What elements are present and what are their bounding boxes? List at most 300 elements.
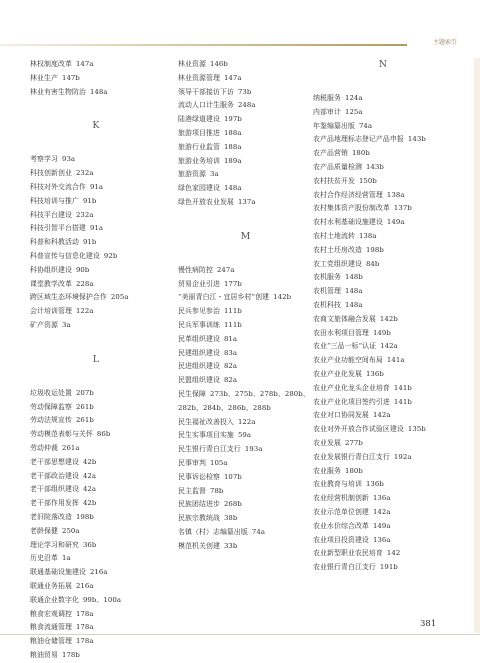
- page-reference: 177b: [223, 279, 242, 288]
- index-term: 农机科技: [313, 300, 341, 309]
- page-reference: 149b: [372, 328, 391, 337]
- index-term: 农业产业化龙头企业培育: [313, 383, 390, 392]
- index-entry: [178, 333, 313, 347]
- index-term: 老干部组织建设: [30, 485, 79, 494]
- running-header: 主题索引: [432, 39, 457, 46]
- index-term: 科技平台建设: [30, 210, 72, 219]
- index-entry: [30, 594, 162, 608]
- page-reference: 247a: [216, 265, 235, 274]
- index-entry: [313, 547, 453, 561]
- index-term: 农业项目投资建设: [313, 535, 369, 544]
- index-term: 农村合作经济经营管理: [313, 190, 383, 199]
- index-entry: [30, 539, 162, 553]
- index-entry: [30, 319, 162, 333]
- page-reference: 59a: [237, 431, 252, 440]
- page-reference: 189a: [223, 156, 242, 165]
- page-reference: 180b: [344, 466, 363, 475]
- index-term: 旅游行业监管: [178, 142, 220, 151]
- page-reference: 136a: [372, 494, 391, 503]
- page-reference: 99b、100a: [82, 595, 122, 604]
- index-term: 科普宣传与信息化建设: [30, 251, 100, 260]
- index-column-1: [30, 58, 162, 663]
- section-letter: N: [378, 59, 388, 70]
- page-reference: 197b: [223, 115, 242, 124]
- index-entry: [178, 196, 313, 210]
- index-term: 农村土地流转: [313, 231, 355, 240]
- index-term: 农村土坯房改造: [313, 245, 362, 254]
- index-entry: [313, 409, 453, 423]
- index-entry: [178, 58, 313, 72]
- index-term: 民生保障: [178, 389, 206, 398]
- page-reference: 142: [386, 549, 401, 558]
- page-reference: 124a: [344, 94, 363, 102]
- index-entry: [30, 278, 162, 292]
- index-entry: [313, 478, 453, 492]
- index-entry: [313, 396, 453, 410]
- page-reference: 150b: [358, 176, 377, 185]
- index-entry: [30, 72, 162, 86]
- index-term: 联通业务拓展: [30, 581, 72, 590]
- page-reference: 188a: [223, 128, 242, 137]
- index-term: 农业发展银行青白江支行: [313, 452, 390, 461]
- index-entry: [30, 222, 162, 236]
- index-entry: [30, 497, 162, 511]
- index-term: 农业水价综合改革: [313, 521, 369, 530]
- page-reference: 178a: [75, 623, 94, 632]
- page-reference: 149a: [386, 218, 405, 227]
- index-term: 民革组织建设: [178, 334, 220, 343]
- page-reference: 135b: [407, 425, 426, 434]
- index-entry: [30, 236, 162, 250]
- index-entry: [30, 264, 162, 278]
- index-entry: [313, 161, 453, 175]
- index-entry: [313, 506, 453, 520]
- page-reference: 91b: [82, 238, 97, 247]
- page-reference: 86b: [96, 430, 111, 439]
- index-column-2: [178, 58, 313, 554]
- index-term: 联通基础设施建设: [30, 568, 86, 577]
- index-entry: [178, 416, 313, 430]
- page-reference: 192a: [393, 452, 412, 461]
- page-reference: 91b: [82, 196, 97, 205]
- index-term: 农田水利项目管理: [313, 328, 369, 337]
- page-reference: 146b: [209, 60, 228, 68]
- index-term: 粮油仓储管理: [30, 637, 72, 646]
- page-reference: 33b: [223, 541, 238, 550]
- index-entry: [313, 106, 453, 120]
- page-reference: 83a: [223, 348, 238, 357]
- index-entry: [178, 182, 313, 196]
- index-entry: [313, 258, 453, 272]
- page-reference: 84b: [365, 259, 380, 268]
- index-term: 农商文旅体融合发展: [313, 314, 376, 323]
- index-term: 老干部思想建设: [30, 457, 79, 466]
- index-entry: [30, 181, 162, 195]
- index-entry: [30, 209, 162, 223]
- page-reference: 122a: [75, 307, 94, 316]
- page-reference: 191b: [379, 563, 398, 572]
- index-entry: [178, 374, 313, 388]
- page-reference: 3a: [61, 320, 71, 329]
- page-reference: 92b: [103, 251, 118, 260]
- page-reference: 136b: [365, 369, 384, 378]
- index-column-3: [313, 58, 453, 575]
- page-reference: 42a: [82, 485, 97, 494]
- index-term: 粮油贸易: [30, 650, 58, 659]
- page-reference: 122a: [237, 417, 256, 426]
- index-entry: [178, 498, 313, 512]
- index-entry: [30, 414, 162, 428]
- index-entry: [313, 340, 453, 354]
- index-entry: [178, 512, 313, 526]
- index-term: 矿产资源: [30, 320, 58, 329]
- index-term: 农业新型职业农民培育: [313, 549, 383, 558]
- index-term: 农机服务: [313, 273, 341, 282]
- page-reference: 250a: [61, 526, 80, 535]
- page-reference: 3a: [209, 170, 219, 179]
- index-entry: [313, 354, 453, 368]
- index-term: 科技培训与推广: [30, 196, 79, 205]
- index-entry: [178, 99, 313, 113]
- page-reference: 178a: [75, 637, 94, 646]
- index-entry: [178, 168, 313, 182]
- index-term: 理论学习和研究: [30, 540, 79, 549]
- index-term: 民主监督: [178, 486, 206, 495]
- section-letter: K: [92, 120, 100, 132]
- index-term: 农产品营销: [313, 149, 348, 158]
- index-entry: [313, 492, 453, 506]
- page-reference: 143b: [407, 135, 426, 144]
- page-reference: 1a: [61, 554, 71, 563]
- page-reference: 78b: [209, 486, 224, 495]
- index-term: 农业产业化发展: [313, 369, 362, 378]
- index-entry: [313, 451, 453, 465]
- index-term: 课堂教学改革: [30, 279, 72, 288]
- page-reference: 74a: [358, 121, 373, 130]
- index-entry: [313, 465, 453, 479]
- index-entry: [30, 195, 162, 209]
- index-entry: [313, 202, 453, 216]
- index-term: 民生实事项目实施: [178, 431, 234, 440]
- index-term: 民族宗教统战: [178, 514, 220, 523]
- page-reference: 261b: [75, 402, 94, 411]
- index-term: 民生银行青白江支行: [178, 445, 241, 454]
- page-reference: 81a: [223, 334, 238, 343]
- page-reference: 74a: [251, 527, 266, 536]
- page-reference: 148a: [344, 300, 363, 309]
- index-term: 农业产业功能空间布局: [313, 356, 383, 365]
- page-reference: 143b: [365, 162, 384, 171]
- index-entry: [178, 155, 313, 169]
- index-entry: [313, 382, 453, 396]
- index-term: 农产品质量检测: [313, 162, 362, 171]
- index-term: 联通企业数字化: [30, 595, 79, 604]
- index-term: 科技对外交流合作: [30, 182, 86, 191]
- index-term: 考察学习: [30, 155, 58, 164]
- page-reference: 142b: [379, 314, 398, 323]
- index-entry: [313, 313, 453, 327]
- index-term: 农业服务: [313, 466, 341, 475]
- index-entry: [30, 442, 162, 456]
- index-entry: [313, 92, 453, 106]
- page-reference: 142a: [372, 411, 391, 420]
- page-reference: 142a: [372, 507, 391, 516]
- index-term: 农工党组织建设: [313, 259, 362, 268]
- index-entry: [178, 264, 313, 278]
- page-reference: 138a: [358, 231, 377, 240]
- page-reference: 261a: [61, 443, 80, 452]
- index-entry: [178, 291, 313, 305]
- index-term: 名镇（村）志编纂出版: [178, 527, 248, 536]
- index-term: 纳税服务: [313, 94, 341, 102]
- index-term: 领导干部接访下访: [178, 87, 234, 96]
- index-term: 农业发展: [313, 438, 341, 447]
- page-reference: 93a: [61, 155, 76, 164]
- page-reference: 111b: [223, 307, 242, 316]
- page-reference: 125a: [344, 107, 363, 116]
- index-entry: [30, 387, 162, 401]
- index-term: 内部审计: [313, 107, 341, 116]
- index-entry: [30, 153, 162, 167]
- index-entry: [313, 244, 453, 258]
- index-entry: [178, 72, 313, 86]
- index-entry: [178, 305, 313, 319]
- index-entry: [313, 189, 453, 203]
- index-entry: [178, 127, 313, 141]
- index-entry: [30, 456, 162, 470]
- page-reference: 248a: [237, 101, 256, 110]
- index-term: 陆港绿道建设: [178, 115, 220, 124]
- index-entry: [30, 401, 162, 415]
- index-entry: [313, 423, 453, 437]
- index-term: 劳动保障监察: [30, 402, 72, 411]
- index-entry: [30, 525, 162, 539]
- index-term: 年鉴编纂出版: [313, 121, 355, 130]
- index-term: 农村水利基础设施建设: [313, 218, 383, 227]
- index-entry: [30, 608, 162, 622]
- page-reference: 273b、275b、278b、280b、282b、284b、286b、288b: [178, 389, 310, 412]
- index-entry: [30, 470, 162, 484]
- index-term: 科技引智平台搭建: [30, 224, 86, 233]
- index-entry: [178, 347, 313, 361]
- index-term: 旅游资源: [178, 170, 206, 179]
- index-term: 老旧院落改造: [30, 512, 72, 521]
- index-entry: [30, 428, 162, 442]
- index-term: 农业产业化项目签约引进: [313, 397, 390, 406]
- page-reference: 142a: [380, 342, 398, 351]
- page-reference: 232a: [75, 169, 94, 178]
- page-reference: 107b: [223, 472, 242, 481]
- page-reference: 42a: [82, 471, 97, 480]
- page-number: 381: [420, 619, 437, 629]
- index-term: 民族团结进步: [178, 500, 220, 509]
- page-reference: 42b: [82, 457, 97, 466]
- index-term: 民兵参见参治: [178, 307, 220, 316]
- index-entry: [313, 534, 453, 548]
- index-term: 农村集体资产股份制改革: [313, 204, 390, 213]
- page-reference: 277b: [344, 438, 363, 447]
- index-term: 会计培训管理: [30, 307, 72, 316]
- page-reference: 198b: [75, 512, 94, 521]
- page-reference: 141b: [393, 383, 412, 392]
- index-entry: [30, 250, 162, 264]
- index-term: 林权制度改革: [30, 60, 72, 68]
- index-term: 劳动法规宣传: [30, 416, 72, 425]
- index-entry: [313, 368, 453, 382]
- page-reference: 147a: [223, 73, 242, 82]
- index-term: 农业银行青白江支行: [313, 563, 376, 572]
- index-entry: [313, 230, 453, 244]
- index-entry: [313, 561, 453, 575]
- index-term: 农业示范单位创建: [313, 507, 369, 516]
- index-entry: [313, 216, 453, 230]
- page-reference: 228a: [75, 279, 94, 288]
- page-reference: 73b: [237, 87, 252, 96]
- page-reference: 147a: [75, 60, 94, 68]
- index-entry: [30, 649, 162, 663]
- index-entry: [178, 86, 313, 100]
- index-entry: [178, 319, 313, 333]
- index-entry: [30, 580, 162, 594]
- page-reference: 147b: [61, 73, 80, 82]
- index-entry: [30, 511, 162, 525]
- index-term: 老龄保健: [30, 526, 58, 535]
- page-reference: 178b: [61, 650, 80, 659]
- index-term: 老干部作用发挥: [30, 499, 79, 508]
- index-entry: [30, 291, 162, 305]
- index-entry: [313, 520, 453, 534]
- index-entry: [30, 566, 162, 580]
- index-term: 绿色家园建设: [178, 184, 220, 193]
- index-term: 农业对外开放合作试验区建设: [313, 425, 404, 434]
- page-reference: 42b: [82, 499, 97, 508]
- index-entry: [178, 388, 313, 416]
- page-reference: 137a: [237, 197, 256, 206]
- page-reference: 188a: [223, 142, 242, 151]
- index-entry: [178, 360, 313, 374]
- index-term: 劳动仲裁: [30, 443, 58, 452]
- header-rule: [0, 44, 407, 46]
- page-reference: 91a: [89, 224, 104, 233]
- index-entry: [178, 471, 313, 485]
- index-term: “美丽青白江・宜居乡村”创建: [178, 293, 270, 302]
- index-entry: [30, 305, 162, 319]
- index-entry: [178, 141, 313, 155]
- page-reference: 138a: [386, 190, 405, 199]
- page-reference: 136a: [372, 535, 391, 544]
- page-reference: 111b: [223, 320, 242, 329]
- index-entry: [178, 526, 313, 540]
- index-term: 科协组织建设: [30, 265, 72, 274]
- index-term: 农机管理: [313, 287, 341, 296]
- index-term: 民事诉讼检察: [178, 472, 220, 481]
- page-reference: 216a: [75, 581, 94, 590]
- page-reference: 141b: [393, 397, 412, 406]
- index-term: 垃圾收运处置: [30, 388, 72, 397]
- index-term: 模范机关创建: [178, 541, 220, 550]
- index-entry: [313, 299, 453, 313]
- index-entry: [313, 327, 453, 341]
- index-term: 民进组织建设: [178, 362, 220, 371]
- index-term: 旅游业务培训: [178, 156, 220, 165]
- index-entry: [313, 175, 453, 189]
- index-entry: [313, 147, 453, 161]
- index-entry: [313, 133, 453, 147]
- page-reference: 137b: [393, 204, 412, 213]
- page-reference: 36b: [82, 540, 97, 549]
- page-reference: 82a: [223, 362, 238, 371]
- index-term: 慢性病防控: [178, 265, 213, 274]
- page-reference: 148b: [344, 273, 363, 282]
- index-term: 绿色开放农业发展: [178, 197, 234, 206]
- index-term: 粮食宏观调控: [30, 609, 72, 618]
- index-term: 贸易企业引进: [178, 279, 220, 288]
- page-reference: 142b: [273, 293, 292, 302]
- index-term: 科普和科教活动: [30, 238, 79, 247]
- index-term: 林业资源: [178, 60, 206, 68]
- index-term: 民盟组织建设: [178, 376, 220, 385]
- index-term: 林业资源管理: [178, 73, 220, 82]
- index-term: 农业“三品一标”认证: [313, 342, 377, 351]
- index-entry: [178, 540, 313, 554]
- index-term: 农业对口协同发展: [313, 411, 369, 420]
- index-entry: [30, 86, 162, 100]
- page-reference: 198b: [365, 245, 384, 254]
- index-term: 旅游项目推进: [178, 128, 220, 137]
- index-term: 民生福祉改善投入: [178, 417, 234, 426]
- index-entry: [30, 483, 162, 497]
- page-reference: 148a: [223, 184, 242, 193]
- page-reference: 232a: [75, 210, 94, 219]
- index-entry: [30, 635, 162, 649]
- index-term: 民兵军事训练: [178, 320, 220, 329]
- page-reference: 178a: [75, 609, 94, 618]
- page-reference: 180b: [351, 149, 370, 158]
- index-term: 民事审判: [178, 458, 206, 467]
- index-term: 林业生产: [30, 73, 58, 82]
- index-entry: [313, 437, 453, 451]
- index-entry: [313, 271, 453, 285]
- index-entry: [178, 113, 313, 127]
- index-entry: [313, 120, 453, 134]
- page-reference: 105a: [209, 458, 228, 467]
- index-term: 流动人口计生服务: [178, 101, 234, 110]
- index-term: 老干部政治建设: [30, 471, 79, 480]
- page-reference: 261b: [75, 416, 94, 425]
- index-entry: [313, 285, 453, 299]
- index-entry: [30, 552, 162, 566]
- section-letter: L: [92, 353, 100, 365]
- page-reference: 82a: [223, 376, 238, 385]
- page-reference: 141a: [386, 356, 405, 365]
- index-term: 民建组织建设: [178, 348, 220, 357]
- page-reference: 136b: [365, 480, 384, 489]
- footer-rule: [0, 634, 480, 635]
- page-reference: 91a: [89, 182, 104, 191]
- page-reference: 90b: [75, 265, 90, 274]
- section-letter: M: [240, 230, 251, 242]
- page-reference: 148a: [89, 87, 108, 96]
- page-reference: 149a: [372, 521, 391, 530]
- index-term: 农村扶贫开发: [313, 176, 355, 185]
- index-entry: [178, 278, 313, 292]
- index-term: 林业有害生物防治: [30, 87, 86, 96]
- page-reference: 148a: [344, 287, 363, 296]
- index-term: 历史沿革: [30, 554, 58, 563]
- page-edge-tint: [474, 58, 480, 633]
- page-reference: 268b: [223, 500, 242, 509]
- index-term: 粮食流通管理: [30, 623, 72, 632]
